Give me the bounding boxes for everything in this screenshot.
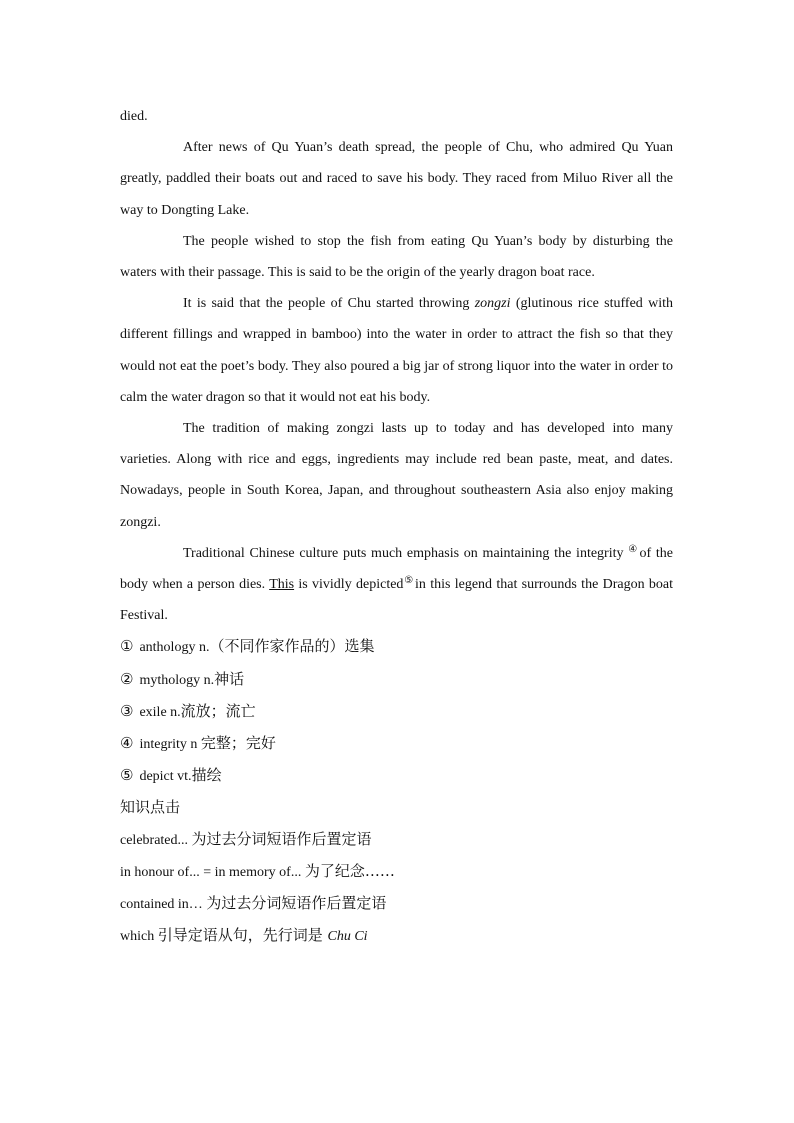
glossary-number: ③	[120, 701, 134, 720]
paragraph-4: The tradition of making zongzi lasts up to today and has developed into many varieties. Along with rice and eggs, ingredients may include red bean paste, meat, and dates. Nowadays, people in South Korea, Japan, and throughout southeastern Asia also enjoy making zongzi.	[120, 421, 673, 530]
note-chinese: 引导定语从句，先行词是	[157, 926, 328, 945]
glossary-word: integrity n	[139, 737, 201, 753]
glossary-meaning: 神话	[214, 669, 245, 688]
paragraph-5	[120, 538, 673, 632]
glossary-word: mythology n.	[139, 672, 215, 688]
note-english: which	[120, 929, 158, 945]
glossary-number: ①	[120, 637, 134, 656]
glossary-item	[120, 696, 673, 728]
glossary-number: ⑤	[120, 766, 134, 785]
note-chinese: 为过去分词短语作后置定语	[206, 894, 387, 913]
glossary-number: ④	[120, 734, 134, 753]
footnote-marker-4: ④	[628, 543, 639, 555]
paragraph-5-text-d: in this legend that surrounds the Dragon boat Festival.	[120, 577, 673, 624]
glossary-word: exile n.	[139, 704, 181, 720]
note-chinese: 为了纪念……	[304, 861, 395, 880]
glossary-word: depict vt.	[139, 769, 192, 785]
glossary-item	[120, 760, 673, 792]
note-item	[120, 824, 673, 856]
continued-line: died.	[120, 109, 148, 124]
paragraph-5-text-b: of the body when a person dies.	[120, 545, 674, 593]
glossary-list	[120, 631, 673, 792]
paragraph-3	[120, 288, 673, 413]
note-item	[120, 888, 673, 920]
glossary-meaning: 完整；完好	[200, 734, 276, 753]
glossary-number: ②	[120, 669, 134, 688]
glossary-meaning: （不同作家作品的）选集	[209, 637, 375, 656]
zongzi-term: zongzi	[474, 296, 511, 312]
paragraph-1: After news of Qu Yuan’s death spread, the people of Chu, who admired Qu Yuan greatly, paddled their boats out and raced to save his body. They raced from Miluo River all the way to Dongting Lake.	[120, 140, 673, 218]
notes-list	[120, 824, 673, 953]
paragraph-5-text-c: is vividly depicted	[294, 577, 404, 593]
glossary-word: anthology n.	[139, 640, 210, 656]
note-english: in honour of... = in memory of...	[120, 864, 305, 880]
glossary-item	[120, 631, 673, 663]
paragraph-3-text-b: (glutinous rice stuffed with different fillings and wrapped in bamboo) into the water in order to attract the fish so that they would not eat the poet’s body. They also poured a big jar of strong liquor into the water in order to calm the water dragon so that it would not eat his body.	[120, 296, 673, 405]
note-english: celebrated...	[120, 832, 192, 848]
note-term: Chu Ci	[327, 929, 368, 945]
paragraph-3-text-a: It is said that the people of Chu started throwing	[183, 296, 475, 312]
glossary-item	[120, 728, 673, 760]
note-chinese: 为过去分词短语作后置定语	[191, 829, 372, 848]
notes-heading: 知识点击	[120, 798, 181, 817]
underlined-this: This	[269, 577, 295, 593]
glossary-meaning: 描绘	[191, 766, 222, 785]
glossary-meaning: 流放；流亡	[180, 701, 256, 720]
paragraph-5-text-a: Traditional Chinese culture puts much emphasis on maintaining the integrity	[183, 545, 629, 561]
paragraph-2: The people wished to stop the fish from eating Qu Yuan’s body by disturbing the waters with their passage. This is said to be the origin of the yearly dragon boat race.	[120, 233, 673, 281]
glossary-item	[120, 664, 673, 696]
note-english: contained in…	[120, 897, 207, 913]
footnote-marker-5: ⑤	[403, 575, 414, 587]
note-item	[120, 856, 673, 888]
note-item	[120, 920, 673, 952]
